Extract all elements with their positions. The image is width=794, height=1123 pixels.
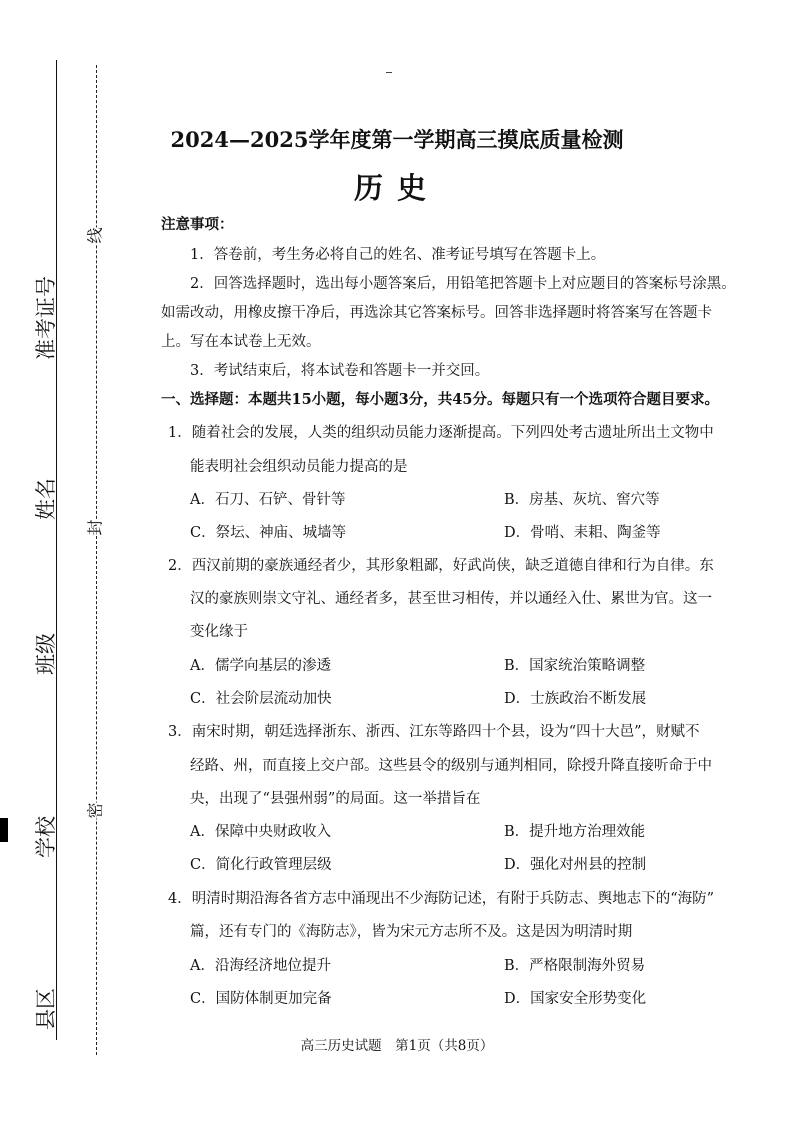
notice-item-2: 2．回答选择题时，选出每小题答案后，用铅笔把答题卡上对应题目的答案标号涂黑。 (190, 276, 736, 292)
question-2-stem: 2．西汉前期的豪族通经者少，其形象粗鄙，好武尚侠，缺乏道德自律和行为自律。东 (168, 558, 714, 574)
section-heading: 一、选择题：本题共15小题，每小题3分，共45分。每题只有一个选项符合题目要求。 (161, 391, 719, 408)
question-4-option-d: D．国家安全形势变化 (504, 991, 647, 1007)
registration-mark (0, 818, 8, 842)
binding-line (56, 60, 57, 1040)
question-3-option-a: A．保障中央财政收入 (190, 824, 331, 840)
question-4-option-c: C．国防体制更加完备 (190, 991, 332, 1007)
question-2-option-c: C．社会阶层流动加快 (190, 691, 332, 707)
question-4-stem: 4．明清时期沿海各省方志中涌现出不少海防记述，有附于兵防志、舆地志下的“海防” (168, 891, 715, 907)
question-3-stem: 3．南宋时期，朝廷选择浙东、浙西、江东等路四十个县，设为“四十大邑”，财赋不 (168, 724, 700, 740)
question-2-stem-cont: 汉的豪族则崇文守礼、通经者多，甚至世习相传，并以通经入仕、累世为官。这一 (190, 591, 712, 607)
question-3-option-b: B．提升地方治理效能 (504, 824, 646, 840)
question-4-option-a: A．沿海经济地位提升 (190, 958, 331, 974)
notice-item-1: 1．答卷前，考生务必将自己的姓名、准考证号填写在答题卡上。 (190, 247, 606, 263)
field-class: 班级 (34, 633, 58, 675)
question-2-option-d: D．士族政治不断发展 (504, 691, 647, 707)
notice-item-2-cont: 如需改动，用橡皮擦干净后，再选涂其它答案标号。回答非选择题时将答案写在答题卡 (161, 305, 712, 321)
question-1-stem-cont: 能表明社会组织动员能力提高的是 (190, 459, 408, 475)
notice-heading: 注意事项： (161, 216, 234, 233)
seal-mark-seal: 封 (81, 519, 108, 535)
question-2-option-a: A．儒学向基层的渗透 (190, 658, 331, 674)
question-2-option-b: B．国家统治策略调整 (504, 658, 646, 674)
question-3-stem-cont: 经路、州，而直接上交户部。这些县令的级别与通判相同，除授升降直接听命于中 (190, 758, 712, 774)
question-1-stem: 1．随着社会的发展，人类的组织动员能力逐渐提高。下列四处考古遗址所出土文物中 (168, 425, 714, 441)
subject-title: 历史 (353, 171, 440, 205)
notice-item-2-cont: 上。写在本试卷上无效。 (161, 334, 321, 350)
seal-mark-secret: 密 (81, 802, 108, 818)
question-4-option-b: B．严格限制海外贸易 (504, 958, 646, 974)
question-1-option-d: D．骨哨、耒耜、陶釜等 (504, 525, 661, 541)
notice-item-3: 3．考试结束后，将本试卷和答题卡一并交回。 (190, 363, 490, 379)
question-1-option-b: B．房基、灰坑、窖穴等 (504, 492, 660, 508)
question-4-stem-cont: 篇，还有专门的《海防志》，皆为宋元方志所不及。这是因为明清时期 (190, 924, 633, 940)
seal-dashed-line (96, 65, 97, 1055)
top-tick (386, 72, 392, 73)
field-exam-number: 准考证号 (34, 276, 58, 360)
question-1-option-c: C．祭坛、神庙、城墙等 (190, 525, 347, 541)
question-1-option-a: A．石刀、石铲、骨针等 (190, 492, 346, 508)
field-district: 县区 (34, 988, 58, 1030)
field-name: 姓名 (34, 478, 58, 520)
page-footer: 高三历史试题 第1页（共8页） (300, 1038, 494, 1054)
question-2-stem-cont: 变化缘于 (190, 624, 248, 640)
question-3-option-c: C．简化行政管理层级 (190, 857, 332, 873)
question-3-option-d: D．强化对州县的控制 (504, 857, 647, 873)
field-school: 学校 (34, 816, 58, 858)
seal-mark-line: 线 (81, 227, 108, 243)
question-3-stem-cont: 央，出现了“县强州弱”的局面。这一举措旨在 (190, 791, 481, 807)
exam-title: 2024—2025学年度第一学期高三摸底质量检测 (170, 127, 624, 152)
